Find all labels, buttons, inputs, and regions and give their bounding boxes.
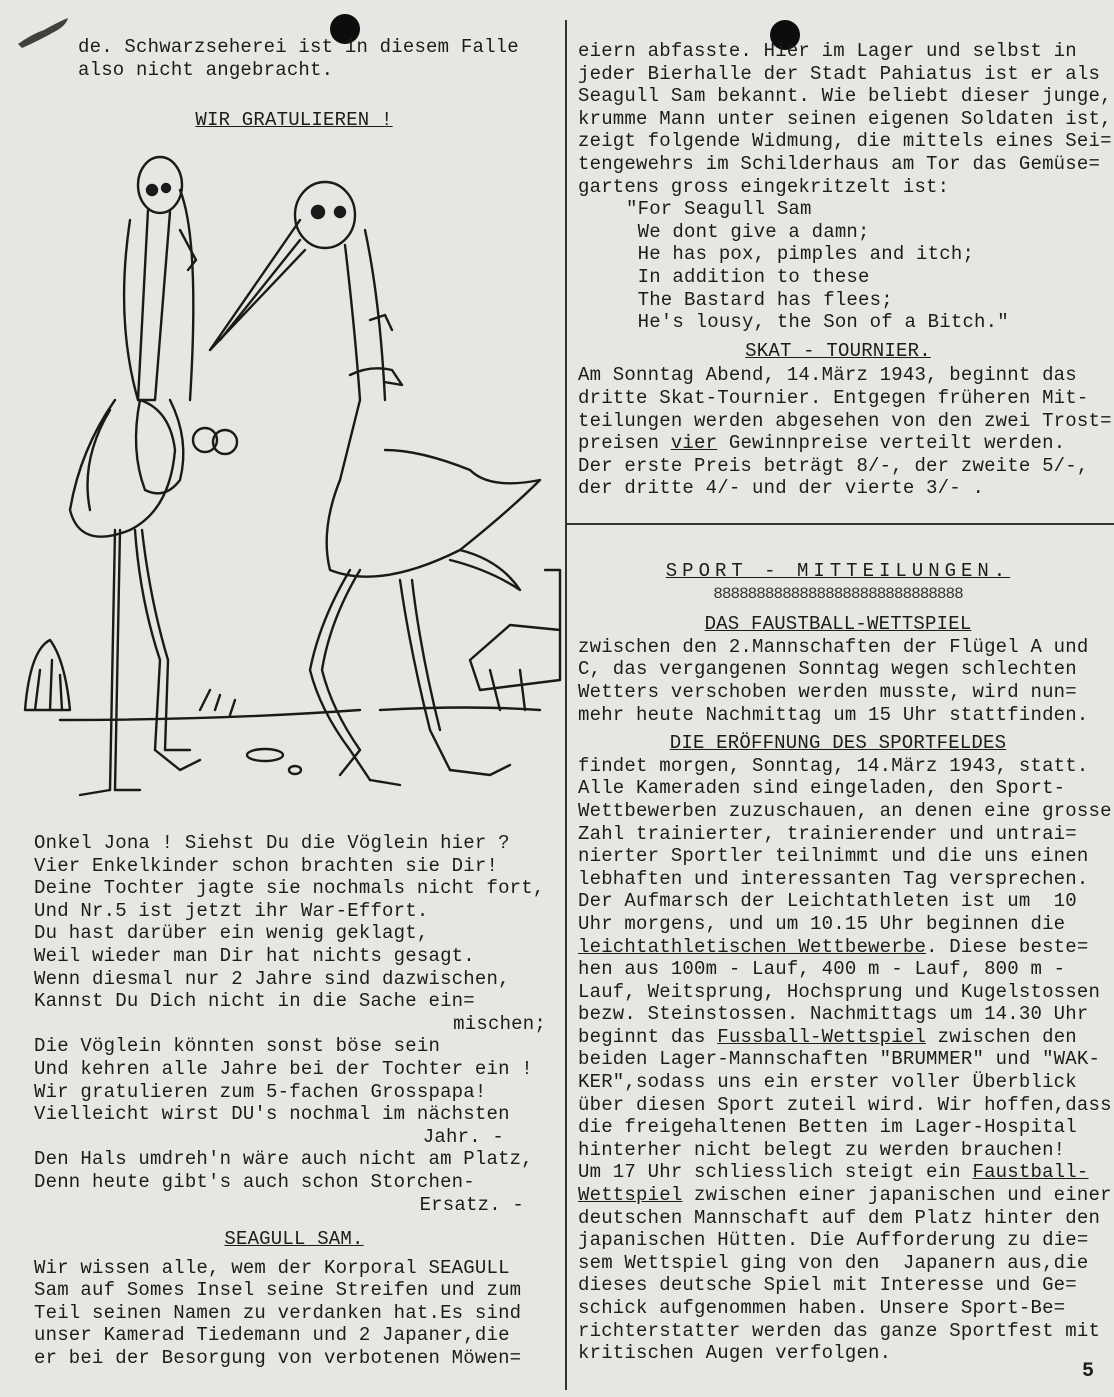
section-divider bbox=[567, 523, 1114, 525]
underlined-phrase: Wettspiel bbox=[578, 1184, 683, 1207]
poem-line: Und kehren alle Jahre bei der Tochter ein ! bbox=[34, 1057, 533, 1080]
text-line: Wir wissen alle, wem der Korporal SEAGULL bbox=[34, 1256, 510, 1279]
text-line: tengewehrs im Schilderhaus am Tor das Gemüse= bbox=[578, 152, 1101, 175]
text-line: Am Sonntag Abend, 14.März 1943, beginnt das bbox=[578, 364, 1077, 387]
text-line: hen aus 100m - Lauf, 400 m - Lauf, 800 m - bbox=[578, 958, 1066, 981]
opening-heading: DIE ERÖFFNUNG DES SPORTFELDES bbox=[669, 732, 1007, 755]
poem-line: mischen; bbox=[453, 1012, 546, 1035]
text-line: Seagull Sam bekannt. Wie beliebt dieser junge, bbox=[578, 85, 1112, 108]
text-line: also nicht angebracht. bbox=[78, 58, 334, 81]
text-line: de. Schwarzseherei ist in diesem Falle bbox=[78, 36, 519, 58]
text-line: KER",sodass uns ein erster voller Überblick bbox=[578, 1071, 1077, 1094]
text-line: japanischen Hütten. Die Aufforderung zu die= bbox=[578, 1229, 1089, 1252]
underlined-word: vier bbox=[670, 432, 718, 455]
text-fragment: . Diese beste= bbox=[926, 935, 1089, 958]
text-line: die freigehaltenen Betten im Lager-Hospital bbox=[578, 1116, 1077, 1139]
text-line bbox=[578, 1184, 1112, 1207]
text-line: zeigt folgende Widmung, die mittels eines Sei= bbox=[578, 130, 1112, 153]
poem-line: Weil wieder man Dir hat nichts gesagt. bbox=[34, 944, 475, 967]
text-line: kritischen Augen verfolgen. bbox=[578, 1342, 892, 1365]
text-line: Alle Kameraden sind eingeladen, den Sport- bbox=[578, 777, 1066, 800]
poem-line: Und Nr.5 ist jetzt ihr War-Effort. bbox=[34, 899, 429, 922]
poem-line: Du hast darüber ein wenig geklagt, bbox=[34, 922, 429, 945]
text-fragment: Gewinnpreise verteilt werden. bbox=[717, 432, 1066, 455]
congrats-heading: WIR GRATULIEREN ! bbox=[195, 109, 393, 132]
text-line: beiden Lager-Mannschaften "BRUMMER" und "WAK- bbox=[578, 1048, 1101, 1071]
skat-heading: SKAT - TOURNIER. bbox=[745, 339, 931, 362]
text-line: nierter Sportler teilnimmt und die uns einen bbox=[578, 845, 1089, 868]
poem-line: Vier Enkelkinder schon brachten sie Dir! bbox=[34, 854, 499, 877]
sport-heading: SPORT - MITTEILUNGEN. bbox=[665, 560, 1011, 582]
verse-block bbox=[578, 198, 1098, 334]
text-line: mehr heute Nachmittag um 15 Uhr stattfinden. bbox=[578, 703, 1089, 726]
text-line: C, das vergangenen Sonntag wegen schlechten bbox=[578, 658, 1077, 681]
text-line bbox=[578, 432, 1098, 455]
text-line bbox=[578, 1026, 1098, 1049]
underlined-phrase: Faustball- bbox=[972, 1161, 1089, 1184]
verse-line: He's lousy, the Son of a Bitch." bbox=[626, 311, 1009, 334]
text-fragment: Um 17 Uhr schliesslich steigt ein bbox=[578, 1161, 973, 1184]
text-line: richterstatter werden das ganze Sportfest mit bbox=[578, 1319, 1101, 1342]
poem-line: Denn heute gibt's auch schon Storchen- bbox=[34, 1170, 475, 1193]
poem-line: Kannst Du Dich nicht in die Sache ein= bbox=[34, 990, 475, 1013]
text-line bbox=[578, 1161, 1098, 1184]
text-line: Uhr morgens, und um 10.15 Uhr beginnen die bbox=[578, 912, 1066, 935]
text-line: Teil seinen Namen zu verdanken hat.Es sind bbox=[34, 1301, 522, 1324]
text-line: lebhaften und interessanten Tag versprechen. bbox=[578, 867, 1089, 890]
poem-line: Wir gratulieren zum 5-fachen Grosspapa! bbox=[34, 1080, 487, 1103]
poem-line: Vielleicht wirst DU's nochmal im nächsten bbox=[34, 1103, 510, 1126]
poem-line: Die Vöglein könnten sonst böse sein bbox=[34, 1035, 441, 1058]
text-line: hinterher nicht belegt zu werden brauchen! bbox=[578, 1138, 1066, 1161]
verse-line: He has pox, pimples and itch; bbox=[626, 243, 975, 266]
text-line: findet morgen, Sonntag, 14.März 1943, statt. bbox=[578, 754, 1089, 777]
page-number: 5 bbox=[1081, 1360, 1094, 1383]
text-line bbox=[578, 936, 1098, 959]
stork-cartoon-illustration bbox=[20, 150, 565, 800]
text-line: Der Aufmarsch der Leichtathleten ist um 10 bbox=[578, 890, 1077, 913]
right-column-sport bbox=[578, 560, 1112, 1365]
right-column-top bbox=[578, 40, 1112, 500]
poem-line: Den Hals umdreh'n wäre auch nicht am Platz, bbox=[34, 1148, 533, 1171]
verse-line: The Bastard has flees; bbox=[626, 288, 893, 311]
verse-line: "For Seagull Sam bbox=[626, 198, 812, 221]
text-fragment: zwischen einer japanischen und einer bbox=[682, 1184, 1112, 1207]
text-fragment: preisen bbox=[578, 432, 671, 455]
text-line: er bei der Besorgung von verbotenen Möwen= bbox=[34, 1347, 522, 1370]
heading-underline: 88888888888888888888888888888 bbox=[713, 584, 963, 603]
poem-line: Jahr. - bbox=[422, 1125, 504, 1148]
text-line: gartens gross eingekritzelt ist: bbox=[578, 175, 950, 198]
text-line: dritte Skat-Tournier. Entgegen früheren Mit- bbox=[578, 386, 1089, 409]
text-line: Wettbewerben zuzuschauen, an denen eine grosse bbox=[578, 799, 1112, 822]
poem-line: Deine Tochter jagte sie nochmals nicht fort, bbox=[34, 877, 545, 900]
text-line: eiern abfasste. Hier im Lager und selbst in bbox=[578, 40, 1077, 62]
seagull-heading: SEAGULL SAM. bbox=[224, 1228, 364, 1251]
verse-line: We dont give a damn; bbox=[626, 220, 870, 243]
text-line: krumme Mann unter seinen eigenen Soldaten ist, bbox=[578, 107, 1112, 130]
poem-block bbox=[34, 832, 554, 1370]
text-line: über diesen Sport zuteil wird. Wir hoffen,dass bbox=[578, 1093, 1112, 1116]
text-line: jeder Bierhalle der Stadt Pahiatus ist er als bbox=[578, 62, 1101, 85]
text-line: der dritte 4/- und der vierte 3/- . bbox=[578, 477, 985, 500]
faustball-heading: DAS FAUSTBALL-WETTSPIEL bbox=[704, 613, 972, 636]
text-line: Wetters verschoben werden musste, wird nun= bbox=[578, 680, 1077, 703]
text-line: teilungen werden abgesehen von den zwei Trost= bbox=[578, 409, 1112, 432]
left-column bbox=[34, 36, 554, 138]
text-line: bezw. Steinstossen. Nachmittags um 14.30 Uhr bbox=[578, 1003, 1089, 1026]
column-divider bbox=[565, 20, 567, 1390]
text-fragment: beginnt das bbox=[578, 1025, 718, 1048]
poem-line: Wenn diesmal nur 2 Jahre sind dazwischen, bbox=[34, 967, 510, 990]
underlined-phrase: leichtathletischen Wettbewerbe bbox=[578, 935, 927, 958]
text-line: Sam auf Somes Insel seine Streifen und zum bbox=[34, 1279, 522, 1302]
text-line: dieses deutsche Spiel mit Interesse und Ge= bbox=[578, 1274, 1077, 1297]
poem-line: Onkel Jona ! Siehst Du die Vöglein hier ? bbox=[34, 832, 510, 854]
text-line: Lauf, Weitsprung, Hochsprung und Kugelstossen bbox=[578, 980, 1101, 1003]
text-line: unser Kamerad Tiedemann und 2 Japaner,die bbox=[34, 1324, 510, 1347]
text-line: Der erste Preis beträgt 8/-, der zweite 5/-, bbox=[578, 454, 1089, 477]
underlined-phrase: Fussball-Wettspiel bbox=[717, 1025, 927, 1048]
text-line: sem Wettspiel ging von den Japanern aus,die bbox=[578, 1251, 1089, 1274]
text-line: schick aufgenommen haben. Unsere Sport-Be= bbox=[578, 1297, 1066, 1319]
text-fragment: zwischen den bbox=[926, 1025, 1077, 1048]
text-line: deutschen Mannschaft auf dem Platz hinter den bbox=[578, 1206, 1101, 1229]
text-line: zwischen den 2.Mannschaften der Flügel A und bbox=[578, 635, 1089, 658]
verse-line: In addition to these bbox=[626, 265, 870, 288]
text-line: Zahl trainierter, trainierender und untrai= bbox=[578, 822, 1077, 845]
poem-line: Ersatz. - bbox=[419, 1193, 524, 1216]
intro-text bbox=[34, 36, 554, 81]
